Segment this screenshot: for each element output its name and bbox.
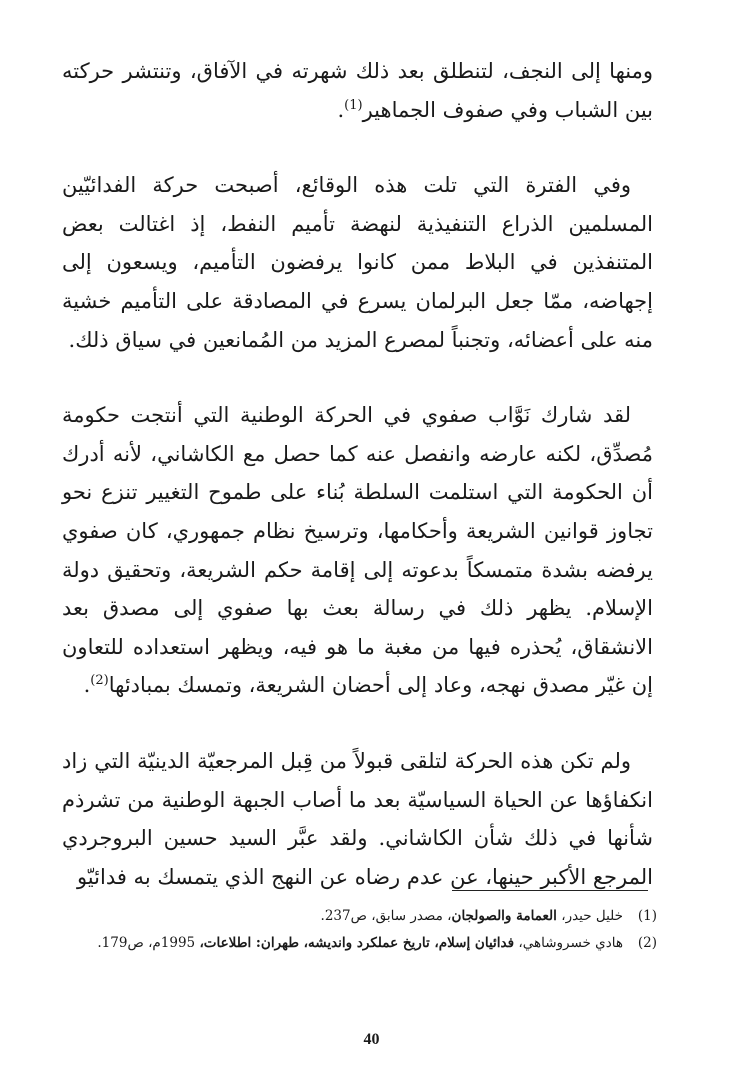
paragraph-1-text: ومنها إلى النجف، لتنطلق بعد ذلك شهرته في الآفاق، وتنتشر حركته بين الشباب وفي صفوف الجماهير xyxy=(62,59,653,122)
paragraph-3 xyxy=(62,396,653,705)
footnotes xyxy=(62,903,657,957)
footnote-ref-2: (2) xyxy=(90,673,109,689)
footnote-1 xyxy=(62,903,657,930)
footnote-number: (1) xyxy=(637,908,657,924)
footnote-number: (2) xyxy=(637,935,657,951)
footnote-ref-1: (1) xyxy=(344,97,363,113)
footnote-divider xyxy=(452,890,648,891)
paragraph-2-text: وفي الفترة التي تلت هذه الوقائع، أصبحت حركة الفدائيّين المسلمين الذراع التنفيذية لنهضة تأميم النفط، إذ اغتالت بعض المتنفذين في البلاط ممن كانوا يرفضون التأميم، ويسعون إلى إجهاضه، ممّا جعل البرلمان يسرع في المصادقة على التأميم خشية منه على أعضائه، وتجنباً لمصرع المزيد من المُمانعين في سياق ذلك. xyxy=(62,173,653,352)
paragraph-1-tail: . xyxy=(337,97,345,122)
paragraph-3-tail: . xyxy=(83,673,91,698)
footnote-author: خليل حيدر، xyxy=(556,908,623,924)
footnote-title: فدائيان إسلام، تاريخ عملكرد وانديشه، طهران: اطلاعات، xyxy=(199,935,515,951)
paragraph-4 xyxy=(62,742,653,896)
footnote-2 xyxy=(62,930,657,957)
paragraph-4-text: ولم تكن هذه الحركة لتلقى قبولاً من قِبل المرجعيّة الدينيّة التي زاد انكفاؤها عن الحياة السياسيّة بعد ما أصاب الجبهة الوطنية من تشرذم شأنها في ذلك شأن الكاشاني. ولقد عبَّر السيد حسين البروجردي المرجع الأكبر حينها، عن عدم رضاه عن النهج الذي يتمسك به فدائيّو xyxy=(62,748,653,889)
footnote-text xyxy=(62,930,623,957)
paragraph-2 xyxy=(62,166,653,359)
body-text xyxy=(62,52,653,896)
footnote-title: العمامة والصولجان xyxy=(451,908,557,924)
page-number: 40 xyxy=(363,1031,380,1048)
paragraph-3-text: لقد شارك نَوَّاب صفوي في الحركة الوطنية التي أنتجت حكومة مُصدِّق، لكنه عارضه وانفصل عنه كما حصل مع الكاشاني، لأنه أدرك أن الحكومة التي استلمت السلطة بُناء على طموح التغيير تنزع نحو تجاوز قوانين الشريعة وأحكامها، وترسيخ نظام جمهوري، كان صفوي يرفضه بشدة متمسكاً بدعوته إلى إقامة حكم الشريعة، وتحقيق دولة الإسلام. يظهر ذلك في رسالة بعث بها صفوي إلى مصدق بعد الانشقاق، يُحذره فيها من مغبة ما هو فيه، ويظهر استعداده للتعاون إن غيّر مصدق نهجه، وعاد إلى أحضان الشريعة، وتمسك بمبادئها xyxy=(62,403,653,698)
footnote-text xyxy=(62,903,623,930)
footnote-citation: 1995م، ص179. xyxy=(97,935,200,951)
footnote-author: هادي خسروشاهي، xyxy=(514,935,623,951)
paragraph-1 xyxy=(62,52,653,129)
footnote-citation: ، مصدر سابق، ص237. xyxy=(320,908,452,924)
